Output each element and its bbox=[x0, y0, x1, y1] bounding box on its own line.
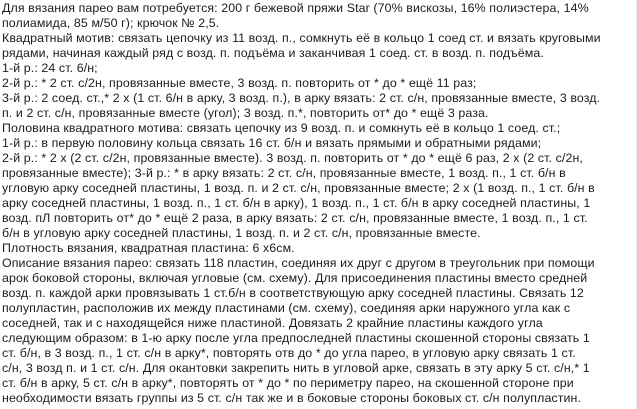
text-line: Для вязания парео вам потребуется: 200 г бежевой пряжи Star (70% вискозы, 16% полиэстера, 14% bbox=[2, 1, 589, 15]
text-line: полиамида, 85 м/50 г); крючок № 2,5. bbox=[2, 16, 220, 30]
text-line: Плотность вязания, квадратная пластина: 6 х6см. bbox=[2, 241, 295, 255]
text-line: ст. б/н в арку, 5 ст. с/н в арку*, повторять от * до * по периметру парео, на скошенной стороне при bbox=[2, 376, 574, 390]
text-line: ст. б/н, в 3 возд. п., 1 ст. с/н в арку*, повторять отв до * до угла парео, в угловую арку связать 1 ст. bbox=[2, 346, 576, 360]
text-line: 1-й р.: 24 ст. 6/н; bbox=[2, 61, 98, 75]
text-line: б/н в угловую арку соседней пластины, 1 возд. п. и 2 ст. с/н, провязанные вместе. bbox=[2, 226, 481, 240]
text-line: провязанные вместе); 3-й р.: * в арку вязать: 2 ст. с/н, провязанные вместе, 1 возд. п., 1 ст. б/н в bbox=[2, 166, 566, 180]
text-line: арок боковой стороны, включая угловые (см. схему). Для присоединения пластины вместо средней bbox=[2, 271, 588, 285]
text-line: с/н, 3 возд п. и 1 ст. с/н. Для окантовки закрепить нить в угловой арке, связать в эту арку 5 ст. с/н,* 1 bbox=[2, 361, 590, 375]
text-line: угловую арку соседней пластины, 1 возд. п. и 2 ст. с/н, провязанные вместе; 2 х (1 возд. п., 1 ст. б/н в bbox=[2, 181, 595, 195]
text-line: 1-й р.: в первую половину кольца связать 16 ст. б/н и вязать прямыми и обратными рядами; bbox=[2, 136, 542, 150]
text-line: возд. п. каждой арки провязывать 1 ст.б/н в соответствующую арку соседней пластины. Связать 12 bbox=[2, 286, 584, 300]
text-line: 2-й р.: * 2 х (2 ст. с/2н, провязанные вместе). 3 возд. п. повторить от * до * ещё 6 раз, 2 х (2 ст. с/2н, bbox=[2, 151, 583, 165]
text-line: 3-й р.: 2 соед. ст.,* 2 х (1 ст. 6/н в арку, 3 возд. п.), в арку вязать: 2 ст. с/н, провязанные вместе, 3 возд. bbox=[2, 91, 601, 105]
text-line: п. и 2 ст. с/н, провязанные вместе (угол); 3 возд. п.*, повторить от* до * ещё 3 раза. bbox=[2, 106, 489, 120]
text-line: арку соседней пластины, 1 возд. п., 1 ст. б/н в арку), 1 возд. п., 1 ст. б/н в арку соседней пластины, 1 bbox=[2, 196, 591, 210]
text-line: Квадратный мотив: связать цепочку из 11 возд. п., сомкнуть её в кольцо 1 соед ст. и вязать круговыми bbox=[2, 31, 601, 45]
text-line: возд. пЛ повторить от* до * ещё 2 раза, в арку вязать: 2 ст. с/н, провязанные вместе, 1 возд. п., 1 ст. bbox=[2, 211, 588, 225]
text-line: полупластин, расположив их между пластинами (см. схему), соединяя арки наружного угла как с bbox=[2, 301, 571, 315]
text-line: Половина квадратного мотива: связать цепочку из 9 возд. п. и сомкнуть её в кольцо 1 соед. ст.; bbox=[2, 121, 561, 135]
text-line: 2-й р.: * 2 ст. с/2н, провязанные вместе, 3 возд. п. повторить от * до * ещё 11 раз; bbox=[2, 76, 477, 90]
document-text bbox=[2, 1, 635, 406]
text-line: необходимости вязать группы из 5 ст. с/н так же и в боковые стороны боковых ст. с/н полупластин. bbox=[2, 391, 582, 405]
text-line: рядами, начиная каждый ряд с возд. п. подъёма и заканчивая 1 соед. ст. в возд. п. подъёма. bbox=[2, 46, 544, 60]
text-line: соседней, так и с находящейся ниже пластиной. Довязать 2 крайние пластины каждого угла bbox=[2, 316, 543, 330]
text-line: Описание вязания парео: связать 118 пластин, соединяя их друг с другом в треугольник при помощи bbox=[2, 256, 595, 270]
text-line: следующим образом: в 1-ю арку после угла предпоследней пластины скошенной стороны связать 1 bbox=[2, 331, 590, 345]
